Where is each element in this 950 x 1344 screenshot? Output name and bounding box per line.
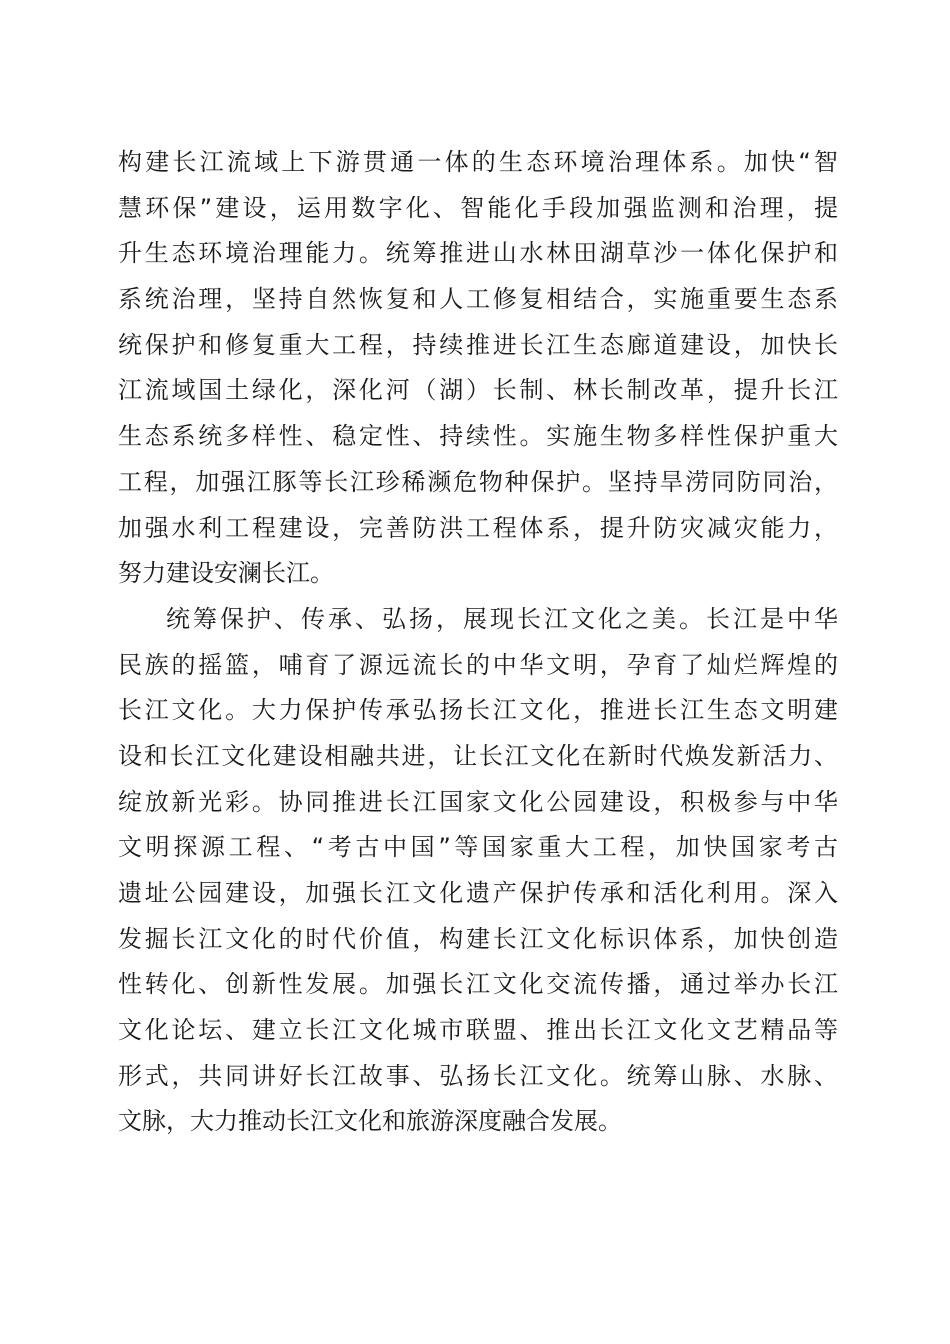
text-line: 文脉，大力推动长江文化和旅游深度融合发展。 xyxy=(118,1107,622,1136)
paragraph-ecology xyxy=(118,140,838,597)
text-line: 绽放新光彩。协同推进长江国家文化公园建设，积极参与中华 xyxy=(118,787,838,816)
text-line: 统保护和修复重大工程，持续推进长江生态廊道建设，加快长 xyxy=(118,330,838,359)
document-body xyxy=(118,140,838,1145)
text-line: 统筹保护、传承、弘扬，展现长江文化之美。长江是中华 xyxy=(166,604,838,633)
text-line: 生态系统多样性、稳定性、持续性。实施生物多样性保护重大 xyxy=(118,422,838,451)
text-line: 发掘长江文化的时代价值，构建长江文化标识体系，加快创造 xyxy=(118,924,838,953)
text-line: 加强水利工程建设，完善防洪工程体系，提升防灾减灾能力， xyxy=(118,513,838,542)
text-line: 形式，共同讲好长江故事、弘扬长江文化。统筹山脉、水脉、 xyxy=(118,1061,838,1090)
text-line: 系统治理，坚持自然恢复和人工修复相结合，实施重要生态系 xyxy=(118,285,838,314)
text-line: 遗址公园建设，加强长江文化遗产保护传承和活化利用。深入 xyxy=(118,879,838,907)
text-line: 性转化、创新性发展。加强长江文化交流传播，通过举办长江 xyxy=(118,970,838,999)
text-line: 文化论坛、建立长江文化城市联盟、推出长江文化文艺精品等 xyxy=(118,1016,838,1045)
text-line: 民族的摇篮，哺育了源远流长的中华文明，孕育了灿烂辉煌的 xyxy=(118,650,838,679)
text-line: 努力建设安澜长江。 xyxy=(118,559,334,588)
text-line: 长江文化。大力保护传承弘扬长江文化，推进长江生态文明建 xyxy=(118,696,838,725)
paragraph-culture xyxy=(118,597,838,1145)
text-line: 设和长江文化建设相融共进，让长江文化在新时代焕发新活力、 xyxy=(118,741,838,770)
text-line: 构建长江流域上下游贯通一体的生态环境治理体系。加快“智 xyxy=(118,148,838,176)
text-line: 升生态环境治理能力。统筹推进山水林田湖草沙一体化保护和 xyxy=(118,239,838,268)
text-line: 慧环保”建设，运用数字化、智能化手段加强监测和治理，提 xyxy=(118,193,838,222)
text-line: 文明探源工程、“考古中国”等国家重大工程，加快国家考古 xyxy=(118,833,838,862)
text-line: 工程，加强江豚等长江珍稀濒危物种保护。坚持旱涝同防同治， xyxy=(118,467,838,496)
text-line: 江流域国土绿化，深化河（湖）长制、林长制改革，提升长江 xyxy=(118,376,838,405)
